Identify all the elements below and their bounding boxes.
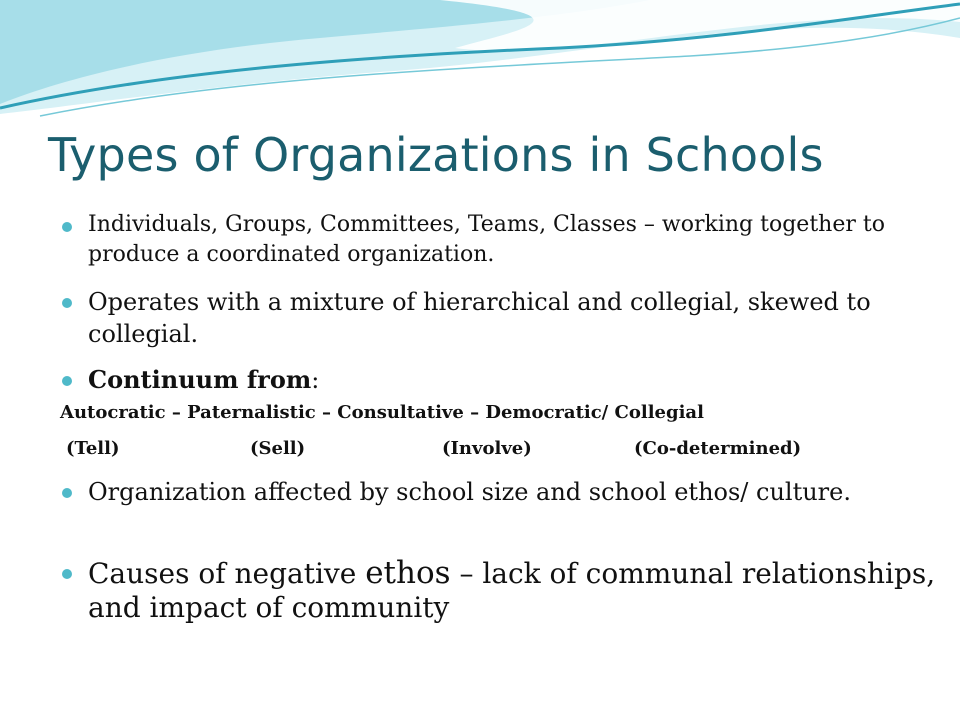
continuum-label-involve: (Involve) xyxy=(442,438,532,459)
continuum-label-sell: (Sell) xyxy=(250,438,306,459)
continuum-heading-text: Continuum from xyxy=(88,365,312,394)
continuum-heading-colon: : xyxy=(311,366,320,394)
bullet-size-ethos: Organization affected by school size and school ethos/ culture. xyxy=(88,476,938,508)
slide-title: Types of Organizations in Schools xyxy=(48,128,824,182)
continuum-label-codetermined: (Co-determined) xyxy=(634,438,802,459)
continuum-label-tell: (Tell) xyxy=(66,438,120,459)
negative-ethos-prefix: Causes of negative xyxy=(88,557,366,590)
bullet-organization-units: Individuals, Groups, Committees, Teams, Classes – working together to produce a coordinated organization. xyxy=(88,210,938,270)
negative-ethos-suffix: – lack of communal relationships, and impact of community xyxy=(88,557,936,624)
negative-ethos-emphasis: ethos xyxy=(365,555,451,591)
bullet-negative-ethos xyxy=(88,556,938,625)
continuum-scale: Autocratic – Paternalistic – Consultative – Democratic/ Collegial xyxy=(60,402,704,423)
bullet-hierarchical-collegial: Operates with a mixture of hierarchical and collegial, skewed to collegial. xyxy=(88,286,938,350)
bullet-continuum-heading xyxy=(88,364,938,396)
